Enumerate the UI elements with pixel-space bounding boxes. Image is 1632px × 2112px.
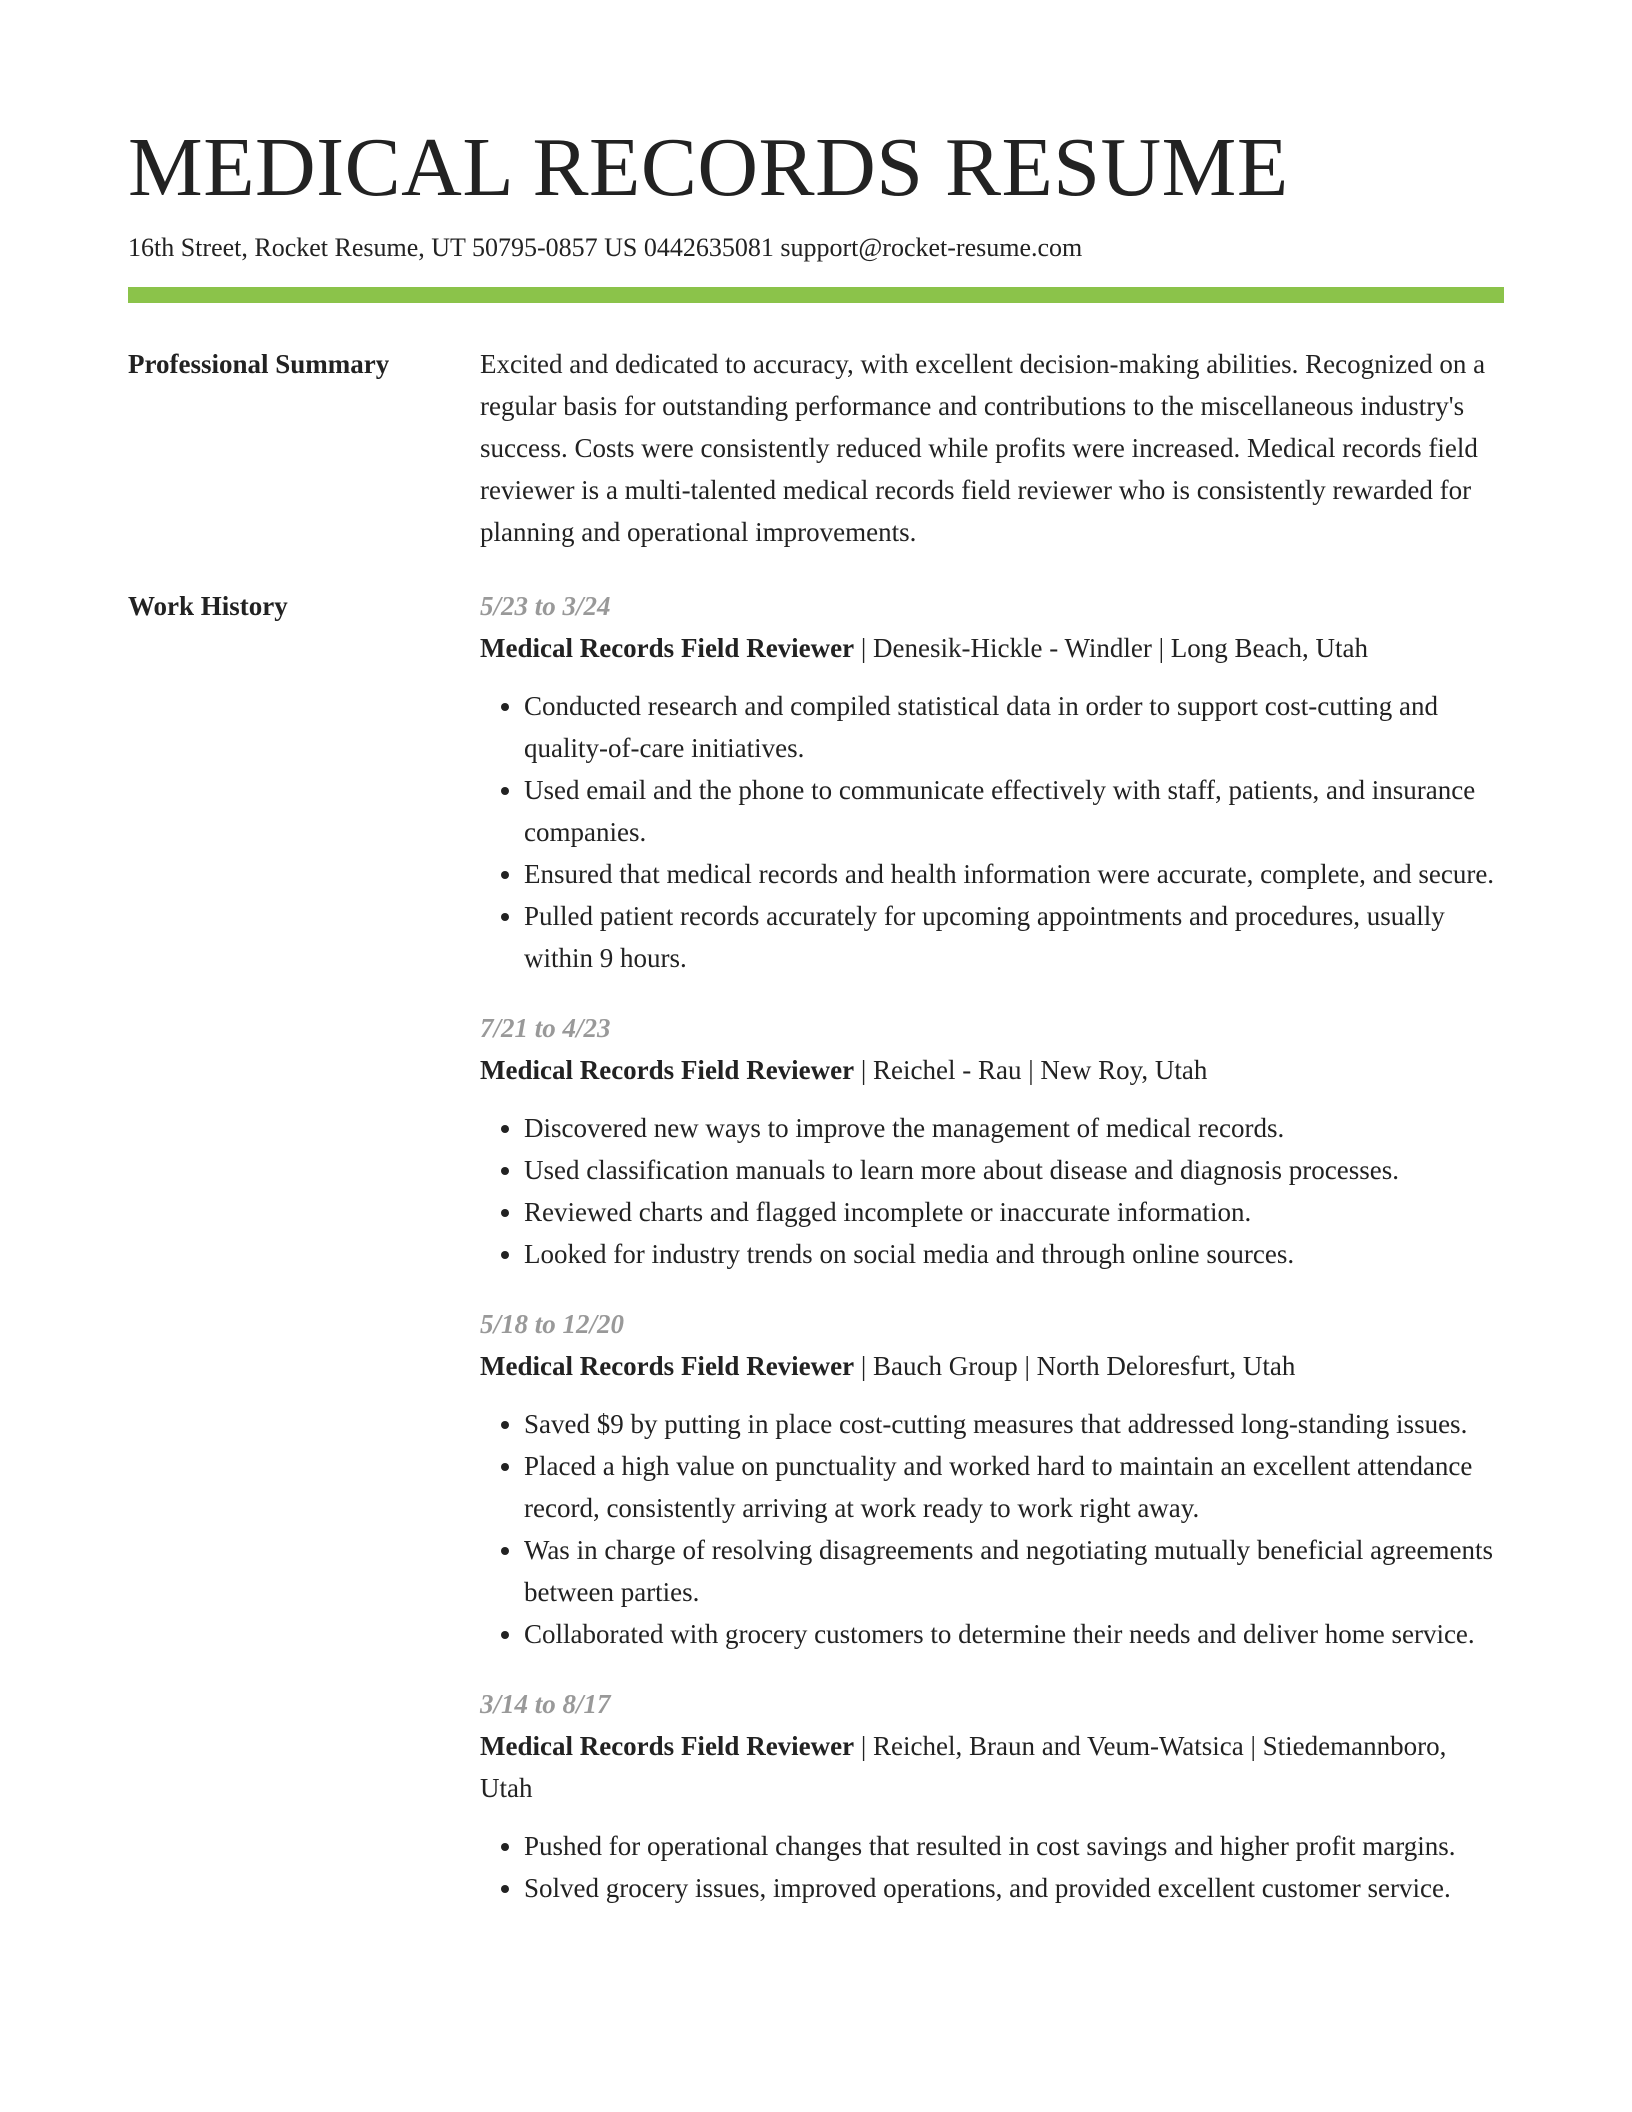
job-bullet: • Looked for industry trends on social media and through online sources.: [524, 1233, 1504, 1275]
job-title: Medical Records Field Reviewer: [480, 1731, 855, 1761]
job-bullet: • Was in charge of resolving disagreements and negotiating mutually beneficial agreements between parties.: [524, 1529, 1504, 1613]
job-entry: [480, 1303, 1504, 1655]
work-history-label: Work History: [128, 591, 288, 621]
job-role-line: [480, 1345, 1504, 1387]
job-bullet: • Conducted research and compiled statistical data in order to support cost-cutting and quality-of-care initiatives.: [524, 685, 1504, 769]
job-dates: 3/14 to 8/17: [480, 1689, 611, 1719]
contact-line: 16th Street, Rocket Resume, UT 50795-0857 US 0442635081 support@rocket-resume.com: [128, 233, 1083, 262]
job-bullet: • Reviewed charts and flagged incomplete or inaccurate information.: [524, 1191, 1504, 1233]
job-bullets: [480, 1107, 1504, 1275]
job-bullet: • Collaborated with grocery customers to determine their needs and deliver home service.: [524, 1613, 1504, 1655]
job-bullets: [480, 1403, 1504, 1655]
job-dates: 5/18 to 12/20: [480, 1309, 625, 1339]
job-bullet: • Pushed for operational changes that resulted in cost savings and higher profit margins.: [524, 1825, 1504, 1867]
job-dates: 7/21 to 4/23: [480, 1013, 611, 1043]
work-history-section: [128, 585, 1504, 1909]
job-details: | Denesik-Hickle - Windler | Long Beach, Utah: [854, 633, 1368, 663]
job-title: Medical Records Field Reviewer: [480, 1351, 855, 1381]
job-role-line: [480, 1049, 1504, 1091]
resume-title: MEDICAL RECORDS RESUME: [128, 121, 1289, 214]
job-role-line: [480, 1725, 1504, 1809]
job-bullets: [480, 1825, 1504, 1909]
summary-text: Excited and dedicated to accuracy, with excellent decision-making abilities. Recognized on a regular basis for outstanding performance and contributions to the miscellaneous industry's success. Costs were consistently reduced while profits were increased. Medical records field reviewer is a multi-talented medical records field reviewer who is consistently rewarded for planning and operational improvements.: [480, 349, 1486, 547]
job-title: Medical Records Field Reviewer: [480, 633, 855, 663]
summary-section: [128, 343, 1504, 553]
job-dates: 5/23 to 3/24: [480, 591, 611, 621]
job-entry: [480, 1683, 1504, 1909]
job-bullets: [480, 685, 1504, 979]
job-title: Medical Records Field Reviewer: [480, 1055, 855, 1085]
job-bullet: • Placed a high value on punctuality and worked hard to maintain an excellent attendance record, consistently arriving at work ready to work right away.: [524, 1445, 1504, 1529]
summary-label: Professional Summary: [128, 349, 390, 379]
job-bullet: • Used email and the phone to communicate effectively with staff, patients, and insurance companies.: [524, 769, 1504, 853]
job-entry: [480, 1007, 1504, 1275]
job-details: | Reichel - Rau | New Roy, Utah: [854, 1055, 1208, 1085]
job-details: | Bauch Group | North Deloresfurt, Utah: [854, 1351, 1296, 1381]
job-bullet: • Saved $9 by putting in place cost-cutting measures that addressed long-standing issues.: [524, 1403, 1504, 1445]
job-entry: [480, 585, 1504, 979]
job-bullet: • Used classification manuals to learn more about disease and diagnosis processes.: [524, 1149, 1504, 1191]
job-bullet: • Ensured that medical records and health information were accurate, complete, and secure.: [524, 853, 1504, 895]
job-list: [480, 585, 1504, 1909]
job-bullet: • Solved grocery issues, improved operations, and provided excellent customer service.: [524, 1867, 1504, 1909]
job-details: | Reichel, Braun and Veum-Watsica | Stiedemannboro, Utah: [480, 1731, 1447, 1803]
job-role-line: [480, 627, 1504, 669]
job-bullet: • Discovered new ways to improve the management of medical records.: [524, 1107, 1504, 1149]
job-bullet: • Pulled patient records accurately for upcoming appointments and procedures, usually within 9 hours.: [524, 895, 1504, 979]
header-divider: [128, 287, 1504, 303]
resume-page: [128, 118, 1504, 1909]
